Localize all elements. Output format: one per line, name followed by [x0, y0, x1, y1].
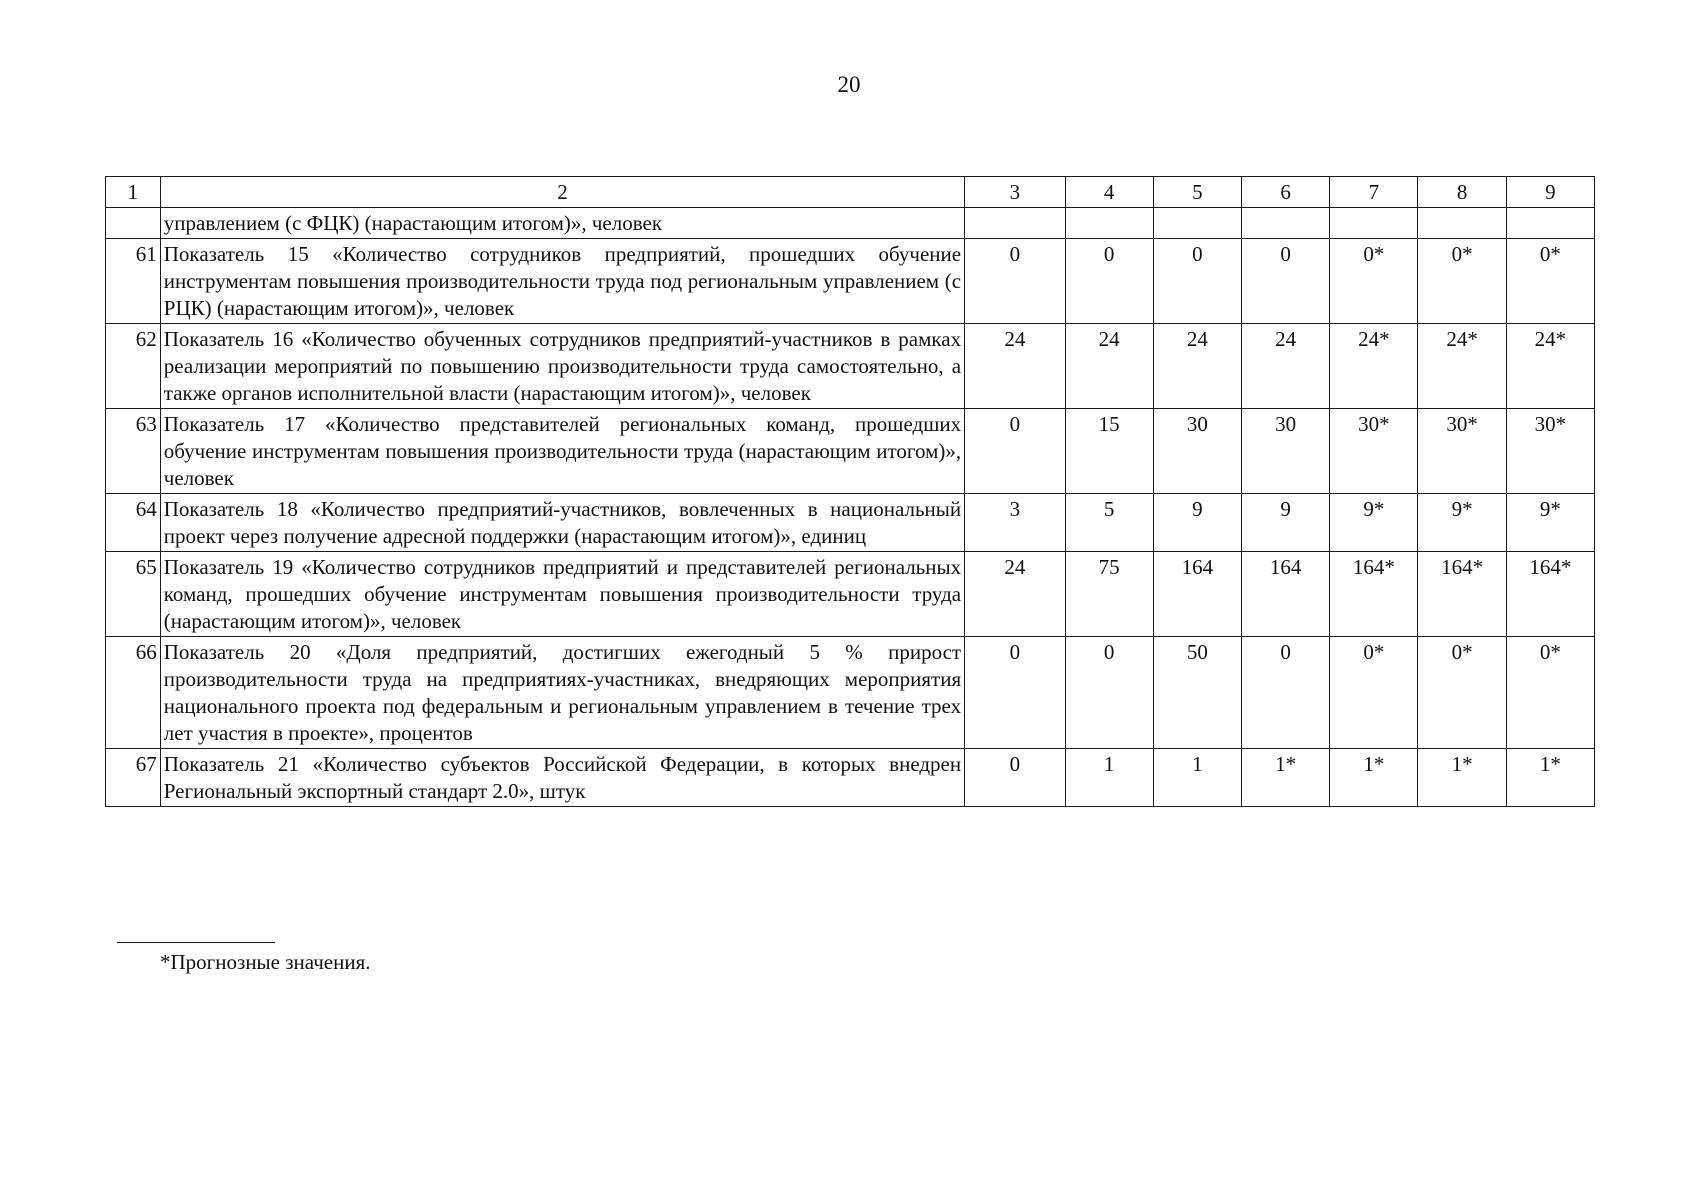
value-cell: 1	[1153, 749, 1241, 807]
value-cell: 0	[1065, 239, 1153, 324]
value-cell: 0*	[1330, 239, 1418, 324]
header-row	[106, 177, 1595, 208]
value-cell	[1418, 208, 1506, 239]
value-cell: 1*	[1241, 749, 1329, 807]
row-number: 63	[106, 409, 161, 494]
value-cell: 9*	[1506, 494, 1594, 552]
value-cell: 24	[965, 324, 1065, 409]
value-cell: 30*	[1506, 409, 1594, 494]
header-cell: 4	[1065, 177, 1153, 208]
table-row	[106, 494, 1595, 552]
value-cell: 0*	[1330, 637, 1418, 749]
page-number: 20	[837, 72, 861, 97]
row-description: Показатель 15 «Количество сотрудников предприятий, прошедших обучение инструментам повышения производительности труда под региональным управлением (с РЦК) (нарастающим итогом)», человек	[160, 239, 964, 324]
row-number: 67	[106, 749, 161, 807]
value-cell: 1	[1065, 749, 1153, 807]
value-cell: 15	[1065, 409, 1153, 494]
value-cell	[1506, 208, 1594, 239]
value-cell: 30	[1153, 409, 1241, 494]
row-number: 66	[106, 637, 161, 749]
value-cell: 50	[1153, 637, 1241, 749]
value-cell	[1330, 208, 1418, 239]
row-number: 65	[106, 552, 161, 637]
value-cell: 5	[1065, 494, 1153, 552]
value-cell: 0	[965, 749, 1065, 807]
value-cell: 164	[1153, 552, 1241, 637]
value-cell: 30*	[1418, 409, 1506, 494]
value-cell: 164*	[1330, 552, 1418, 637]
row-description: Показатель 21 «Количество субъектов Российской Федерации, в которых внедрен Региональный экспортный стандарт 2.0», штук	[160, 749, 964, 807]
row-description: управлением (с ФЦК) (нарастающим итогом)», человек	[160, 208, 964, 239]
row-description: Показатель 18 «Количество предприятий-участников, вовлеченных в национальный проект через получение адресной поддержки (нарастающим итогом)», единиц	[160, 494, 964, 552]
value-cell: 24*	[1418, 324, 1506, 409]
indicators-table	[105, 176, 1595, 807]
value-cell: 3	[965, 494, 1065, 552]
header-cell: 8	[1418, 177, 1506, 208]
value-cell: 24	[1153, 324, 1241, 409]
value-cell	[1153, 208, 1241, 239]
row-number: 62	[106, 324, 161, 409]
value-cell: 0	[965, 239, 1065, 324]
value-cell: 1*	[1330, 749, 1418, 807]
table-row	[106, 324, 1595, 409]
value-cell: 0*	[1418, 637, 1506, 749]
value-cell: 24*	[1330, 324, 1418, 409]
value-cell: 0*	[1418, 239, 1506, 324]
table-row	[106, 239, 1595, 324]
row-description: Показатель 19 «Количество сотрудников предприятий и представителей региональных команд, прошедших обучение инструментам повышения производительности труда (нарастающим итогом)», человек	[160, 552, 964, 637]
table-row	[106, 552, 1595, 637]
value-cell: 0	[965, 637, 1065, 749]
value-cell: 30*	[1330, 409, 1418, 494]
row-description: Показатель 17 «Количество представителей региональных команд, прошедших обучение инструментам повышения производительности труда (нарастающим итогом)», человек	[160, 409, 964, 494]
value-cell: 0	[1065, 637, 1153, 749]
value-cell: 0	[965, 409, 1065, 494]
value-cell	[1065, 208, 1153, 239]
row-number: 64	[106, 494, 161, 552]
value-cell: 24	[1241, 324, 1329, 409]
value-cell: 0	[1241, 239, 1329, 324]
table-row	[106, 749, 1595, 807]
value-cell	[1241, 208, 1329, 239]
header-cell: 7	[1330, 177, 1418, 208]
row-description: Показатель 20 «Доля предприятий, достигших ежегодный 5 % прирост производительности труда на предприятиях-участниках, внедряющих мероприятия национального проекта под федеральным и региональным управлением в течение трех лет участия в проекте», процентов	[160, 637, 964, 749]
header-cell: 6	[1241, 177, 1329, 208]
table-row	[106, 208, 1595, 239]
value-cell: 24*	[1506, 324, 1594, 409]
value-cell: 9	[1153, 494, 1241, 552]
value-cell: 9*	[1418, 494, 1506, 552]
table-row	[106, 637, 1595, 749]
value-cell	[965, 208, 1065, 239]
value-cell: 164	[1241, 552, 1329, 637]
row-number: 61	[106, 239, 161, 324]
value-cell: 24	[1065, 324, 1153, 409]
value-cell: 0*	[1506, 637, 1594, 749]
value-cell: 9*	[1330, 494, 1418, 552]
header-cell: 2	[160, 177, 964, 208]
value-cell: 0*	[1506, 239, 1594, 324]
value-cell: 75	[1065, 552, 1153, 637]
footnote-divider	[117, 942, 275, 943]
value-cell: 30	[1241, 409, 1329, 494]
table-row	[106, 409, 1595, 494]
value-cell: 24	[965, 552, 1065, 637]
footnote: *Прогнозные значения.	[160, 950, 371, 974]
value-cell: 1*	[1418, 749, 1506, 807]
header-cell: 5	[1153, 177, 1241, 208]
value-cell: 1*	[1506, 749, 1594, 807]
row-number	[106, 208, 161, 239]
value-cell: 164*	[1506, 552, 1594, 637]
value-cell: 0	[1153, 239, 1241, 324]
value-cell: 164*	[1418, 552, 1506, 637]
value-cell: 0	[1241, 637, 1329, 749]
header-cell: 1	[106, 177, 161, 208]
row-description: Показатель 16 «Количество обученных сотрудников предприятий-участников в рамках реализации мероприятий по повышению производительности труда самостоятельно, а также органов исполнительной власти (нарастающим итогом)», человек	[160, 324, 964, 409]
header-cell: 9	[1506, 177, 1594, 208]
header-cell: 3	[965, 177, 1065, 208]
value-cell: 9	[1241, 494, 1329, 552]
